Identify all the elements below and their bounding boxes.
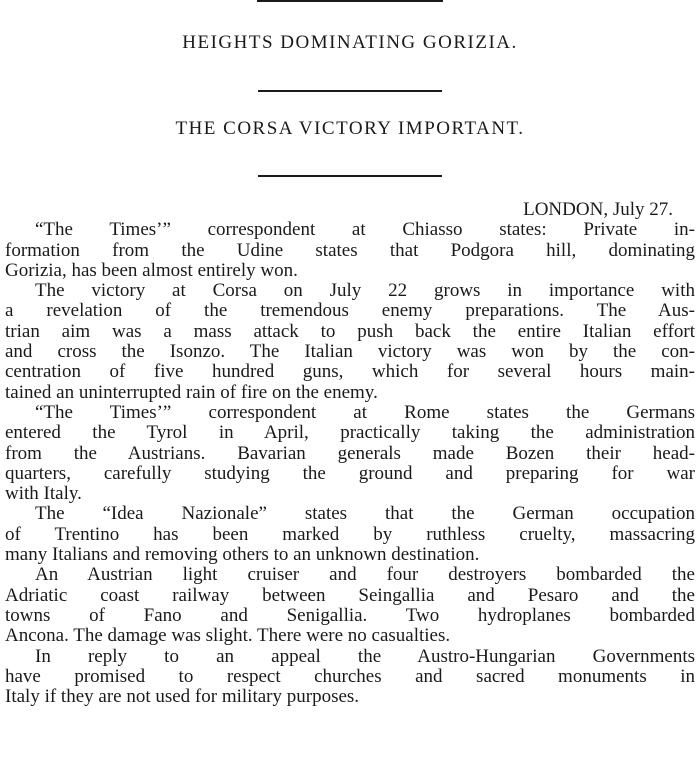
article-paragraph [5,504,695,565]
article-paragraph [5,281,695,403]
paragraph-line: towns of Fano and Senigallia. Two hydroplanes bombarded [5,604,695,626]
paragraph-line: Italy if they are not used for military purposes. [5,686,360,708]
paragraph-line: entered the Tyrol in April, practically taking the administration [5,422,695,444]
paragraph-line: with Italy. [5,483,82,505]
paragraph-line: quarters, carefully studying the ground and preparing for war [5,462,695,484]
paragraph-line: An Austrian light cruiser and four destroyers bombarded the [35,564,695,586]
paragraph-line: a revelation of the tremendous enemy preparations. The Aus- [5,300,695,322]
paragraph-line: formation from the Udine states that Podgora hill, dominating [5,239,695,261]
article-paragraph [5,647,695,708]
paragraph-line: “The Times’” correspondent at Chiasso states: Private in- [35,219,695,241]
top-rule [257,0,443,2]
paragraph-line: In reply to an appeal the Austro-Hungarian Governments [35,645,695,667]
paragraph-line: trian aim was a mass attack to push back the entire Italian effort [5,320,695,342]
paragraph-line: Gorizia, has been almost entirely won. [5,259,298,281]
paragraph-line: The “Idea Nazionale” states that the German occupation [35,503,695,525]
paragraph-line: Ancona. The damage was slight. There were no casualties. [5,625,451,647]
paragraph-line: of Trentino has been marked by ruthless cruelty, massacring [5,523,695,545]
article-paragraph [5,220,695,281]
dateline: LONDON, July 27. [523,199,673,220]
paragraph-line: The victory at Corsa on July 22 grows in importance with [35,280,695,302]
paragraph-line: and cross the Isonzo. The Italian victory was won by the con- [5,341,695,363]
paragraph-line: many Italians and removing others to an unknown destination. [5,544,480,566]
paragraph-line: centration of five hundred guns, which for several hours main- [5,361,695,383]
headline-secondary: THE CORSA VICTORY IMPORTANT. [175,118,525,139]
paragraph-line: Adriatic coast railway between Seingallia and Pesaro and the [5,584,695,606]
bottom-rule [258,175,442,177]
paragraph-line: from the Austrians. Bavarian generals made Bozen their head- [5,442,695,464]
paragraph-line: “The Times’” correspondent at Rome states the Germans [35,401,695,423]
paragraphs-container [5,220,695,707]
paragraph-line: tained an uninterrupted rain of fire on the enemy. [5,381,378,403]
article-paragraph [5,403,695,504]
paragraph-line: have promised to respect churches and sacred monuments in [5,665,695,687]
middle-rule [258,90,442,92]
headline-primary: HEIGHTS DOMINATING GORIZIA. [182,32,518,53]
article-paragraph [5,565,695,646]
article-body [5,200,695,707]
